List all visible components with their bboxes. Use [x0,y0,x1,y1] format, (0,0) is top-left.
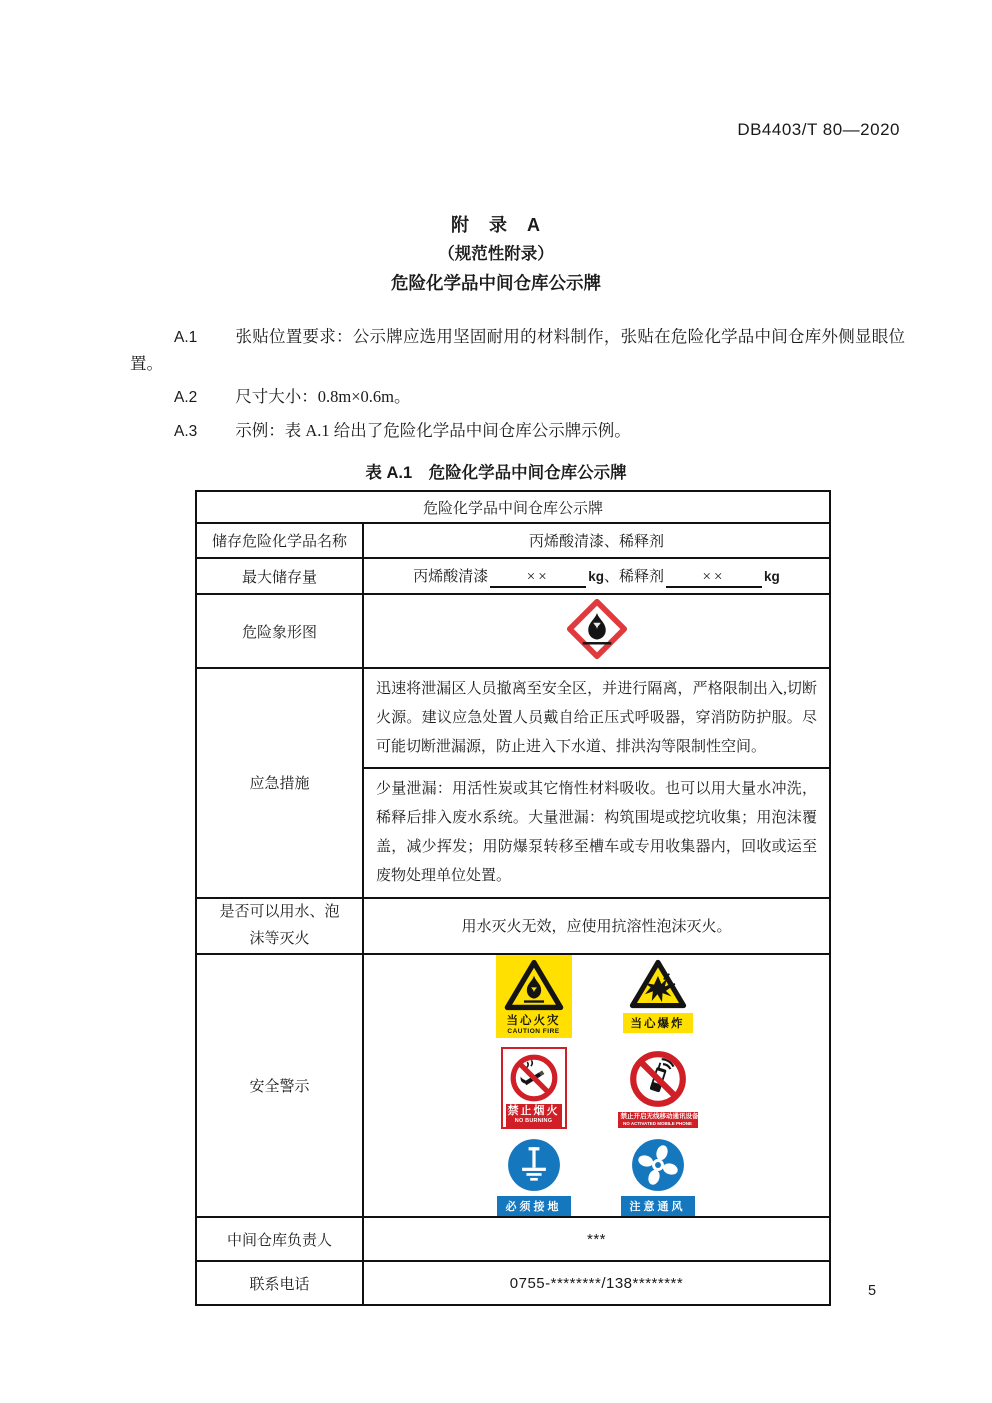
sign-label-zh: 禁止烟火 [507,1104,560,1117]
page-number: 5 [868,1283,877,1299]
table-row [196,1261,830,1305]
board-title: 危险化学品中间仓库公示牌 [196,491,830,523]
unit-kg-2: kg [764,568,780,584]
appendix-title: 附 录 A [451,215,541,235]
sign-labels [618,1112,698,1128]
quantity-blank-1: ×× [490,569,586,588]
clause-a2 [130,384,905,411]
sign-label-en: NO BURNING [514,1118,553,1125]
water-foam-value: 用水灭火无效，应使用抗溶性泡沫灭火。 [363,898,830,954]
caution-explosion-sign [623,959,693,1033]
no-mobile-phone-icon [627,1048,689,1110]
table-row [196,898,830,954]
clause-text: 尺寸大小：0.8m×0.6m。 [235,387,411,406]
clause-text: 示例：表 A.1 给出了危险化学品中间仓库公示牌示例。 [235,421,631,440]
chemical-name-value: 丙烯酸清漆、稀释剂 [363,523,830,558]
table-row [196,668,830,768]
clauses [130,324,905,445]
notice-board-table [195,490,831,1306]
table-caption: 表 A.1 危险化学品中间仓库公示牌 [365,464,627,482]
sign-label-zh: 注意通风 [621,1196,695,1216]
sign-label-en: CAUTION FIRE [507,1027,560,1035]
appendix-heading: 危险化学品中间仓库公示牌 [391,273,601,293]
clause-text: 张贴位置要求：公示牌应选用坚固耐用的材料制作，张贴在危险化学品中间仓库外侧显眼位置。 [130,327,905,373]
no-burning-icon [508,1052,560,1104]
max-mid: 、稀释剂 [604,568,665,585]
max-storage-value [363,558,830,594]
quantity-blank-2: ×× [666,569,762,588]
table-row [196,523,830,558]
pictogram-cell [363,594,830,668]
table-row [196,594,830,668]
chemical-name-label: 储存危险化学品名称 [196,523,363,558]
phone-label: 联系电话 [196,1261,363,1305]
sign-labels [506,1104,562,1128]
no-mobile-phone-sign [618,1048,698,1128]
pictogram-label: 危险象形图 [196,594,363,668]
must-ground-sign [497,1138,571,1216]
grounding-mandatory-icon [507,1138,561,1192]
max-prefix: 丙烯酸清漆 [413,568,489,585]
max-storage-label: 最大储存量 [196,558,363,594]
fire-warning-icon [504,959,564,1011]
emergency-text-1: 迅速将泄漏区人员撤离至安全区，并进行隔离，严格限制出入,切断火源。建议应急处置人员戴自给正压式呼吸器，穿消防防护服。尽可能切断泄漏源，防止进入下水道、排洪沟等限制性空间。 [363,668,830,768]
water-foam-label: 是否可以用水、泡沫等灭火 [196,898,363,954]
sign-label-zh: 禁止开启无线移动通讯设备 [620,1112,699,1120]
no-burning-sign [501,1047,567,1130]
emergency-text-2: 少量泄漏：用活性炭或其它惰性材料吸收。也可以用大量水冲洗，稀释后排入废水系统。大量泄漏：构筑围堤或挖坑收集；用泡沫覆盖，减少挥发；用防爆泵转移至槽车或专用收集器内，回收或运至废物处理单位处置。 [363,768,830,897]
sign-label-zh: 必须接地 [497,1196,571,1216]
emergency-label: 应急措施 [196,668,363,898]
unit-kg-1: kg [588,568,604,584]
clause-number: A.1 [174,329,198,346]
sign-label-en: NO ACTIVATED MOBILE PHONE [623,1121,692,1127]
phone-value: 0755-********/138******** [363,1261,830,1305]
appendix-subtitle: （规范性附录） [438,245,554,263]
appendix-titles [0,210,992,298]
table-row [196,558,830,594]
explosion-warning-icon [629,959,687,1009]
table-row [196,491,830,523]
safety-signs-cell [363,954,830,1218]
clause-a1 [130,324,905,377]
table-row [196,954,830,1218]
ventilation-mandatory-icon [631,1138,685,1192]
sign-label-zh: 当心火灾 [506,1014,561,1027]
ventilation-sign [621,1138,695,1216]
clause-number: A.2 [174,389,198,406]
table-row [196,1217,830,1261]
safety-warning-label: 安全警示 [196,954,363,1218]
ghs-flame-pictogram-icon [566,598,628,660]
standard-number: DB4403/T 80—2020 [737,120,900,139]
manager-label: 中间仓库负责人 [196,1217,363,1261]
caution-fire-sign [496,955,572,1038]
clause-a3 [130,418,905,445]
manager-value: *** [363,1217,830,1261]
sign-label-zh: 当心爆炸 [623,1013,693,1033]
clause-number: A.3 [174,423,198,440]
safety-signs-grid [364,955,829,1217]
